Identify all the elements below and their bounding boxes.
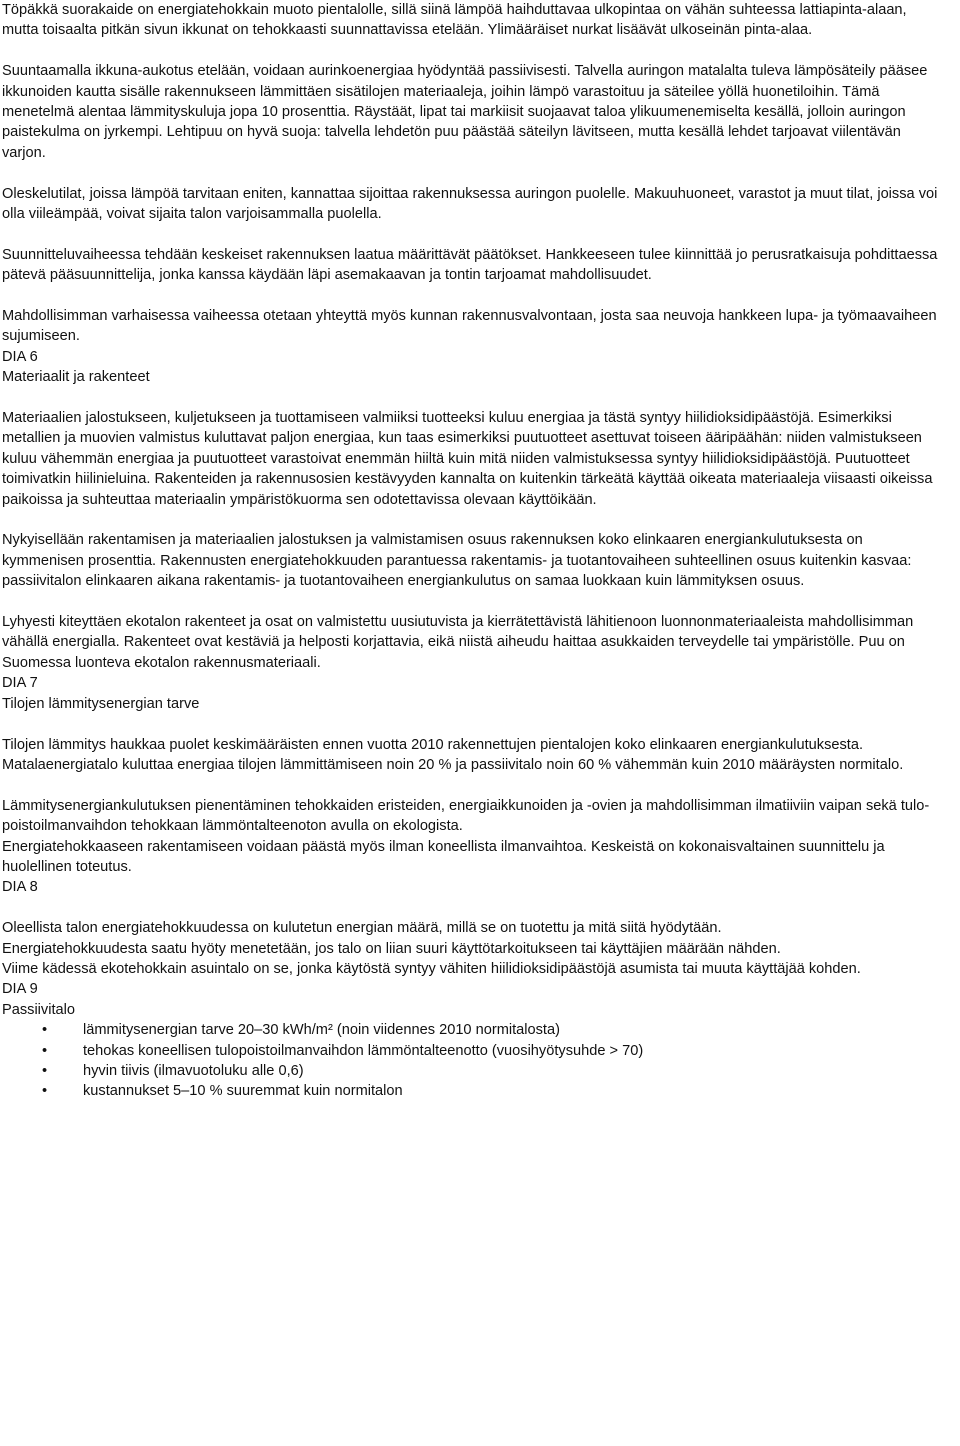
dia7-title: Tilojen lämmitysenergian tarve [2,695,200,712]
dia8-section [2,877,946,979]
dia7-paragraph-1: Tilojen lämmitys haukkaa puolet keskimääräisten ennen vuotta 2010 rakennettujen pientalojen koko elinkaaren energiankulutuksesta. Matalaenergiatalo kuluttaa energiaa tilojen lämmittämiseen noin 20 % ja passiivitalo noin 60 % vähemmän kuin 2010 määräysten normitalo. [2,736,904,773]
intro-paragraph-1: Töpäkkä suorakaide on energiatehokkain muoto pientalolle, sillä siinä lämpöä haihduttavaa ulkopintaa on vähän suhteessa lattiapinta-alaan, mutta toisaalta pitkän sivun ikkunat on tehokkaasti suunnattavissa etelään. Ylimääräiset nurkat lisäävät ulkoseinän pinta-alaa. [2,2,907,39]
list-item-text: kustannukset 5–10 % suuremmat kuin normitalon [83,1083,403,1100]
dia6-paragraph-3: Lyhyesti kiteyttäen ekotalon rakenteet ja osat on valmistettu uusiutuvista ja kierrätettävistä lähitienoon luonnonmateriaaleista mahdollisimman vähällä energialla. Rakenteet ovat kestäviä ja helposti korjattavia, eikä niistä aiheudu haittaa asukkaiden terveydelle tai ympäristölle. Puu on Suomessa luonteva ekotalon rakennusmateriaali. [2,614,914,671]
bullet-icon: • [42,1042,48,1059]
dia9-title: Passiivitalo [2,1001,75,1018]
intro-section [2,0,946,347]
dia8-paragraph-1c: Viime kädessä ekotehokkain asuintalo on se, jonka käytöstä syntyy vähiten hiilidioksidipäästöjä asumista tai muuta käyttäjää kohden. [2,960,861,977]
dia9-label: DIA 9 [2,981,38,998]
dia8-label: DIA 8 [2,879,38,896]
intro-paragraph-4: Suunnitteluvaiheessa tehdään keskeiset rakennuksen laatua määrittävät päätökset. Hankkeeseen tulee kiinnittää jo perusratkaisuja pohdittaessa pätevä pääsuunnittelija, jonka kanssa käydään läpi asemakaavan ja tontin tarjoamat mahdollisuudet. [2,246,938,284]
dia6-section [2,347,946,673]
list-item-text: lämmitysenergian tarve 20–30 kWh/m² (noin viidennes 2010 normitalosta) [83,1022,560,1039]
dia8-paragraph-1b: Energiatehokkuudesta saatu hyöty menetetään, jos talo on liian suuri käyttötarkoitukseen tai käyttäjien määrään nähden. [2,940,781,957]
intro-paragraph-5: Mahdollisimman varhaisessa vaiheessa otetaan yhteyttä myös kunnan rakennusvalvontaan, josta saa neuvoja hankkeen lupa- ja työmaavaiheen sujumiseen. [2,308,937,345]
dia7-paragraph-2b: Energiatehokkaaseen rakentamiseen voidaan päästä myös ilman koneellista ilmanvaihtoa. Keskeistä on kokonaisvaltainen suunnittelu ja huolellinen toteutus. [2,838,885,875]
list-item-text: hyvin tiivis (ilmavuotoluku alle 0,6) [83,1062,304,1079]
dia7-paragraph-2a: Lämmitysenergiankulutuksen pienentäminen tehokkaiden eristeiden, energiaikkunoiden ja -ovien ja mahdollisimman ilmatiiviin vaipan sekä tulo-poistoilmanvaihdon tehokkaan lämmöntalteenoton avulla on ekologista. [2,797,930,835]
dia9-section [2,979,946,1101]
intro-paragraph-2: Suuntaamalla ikkuna-aukotus etelään, voidaan aurinkoenergiaa hyödyntää passiivisesti. Talvella auringon matalalta tuleva lämpösäteily pääsee ikkunoiden kautta sisälle rakennukseen lämmittäen sisätilojen materiaaleja, joihin lämpö varastoituu ja säteilee yöllä huonetiloihin. Tämä menetelmä alentaa lämmityskuluja jopa 10 prosenttia. Räystäät, lipat tai markiisit suojaavat taloa ylikuumenemiselta kesällä, jolloin auringon paistekulma on jyrkempi. Lehtipuu on hyvä suoja: talvella lehdetön puu päästää säteilyn lävitseen, mutta kesällä lehdet tarjoavat viilentävän varjon. [2,63,928,161]
bullet-icon: • [42,1022,48,1039]
list-item [2,1081,946,1101]
dia6-paragraph-1: Materiaalien jalostukseen, kuljetukseen ja tuottamiseen valmiiksi tuotteeksi kuluu energiaa ja tästä syntyy hiilidioksidipäästöjä. Esimerkiksi metallien ja muovien valmistus kuluttavat paljon energiaa, kun taas esimerkiksi puutuotteet asettuvat toiseen ääripäähän: niiden valmistukseen kuluu vähemmän energiaa ja puutuotteet varastoivat enemmän hiiltä kuin mitä niiden valmistuksessa syntyy hiilidioksidipäästöjä. Puutuotteet toimivatkin hiilinieluina. Rakenteiden ja rakennusosien kestävyyden kannalta on kuitenkin tärkeätä käyttää oikeata materiaaleja viisaasti oikeissa paikoissa ja suhteuttaa materiaalin ympäristökuorma sen odotettavissa olevaan käyttöikään. [2,410,933,508]
list-item [2,1020,946,1040]
dia8-paragraph-1a: Oleellista talon energiatehokkuudessa on kulutetun energian määrä, millä se on tuotettu ja mitä siitä hyödytään. [2,920,722,937]
dia6-title: Materiaalit ja rakenteet [2,369,150,386]
intro-paragraph-3: Oleskelutilat, joissa lämpöä tarvitaan eniten, kannattaa sijoittaa rakennuksessa auringon puolelle. Makuuhuoneet, varastot ja muut tilat, joissa voi olla viileämpää, voivat sijaita talon varjoisammalla puolella. [2,185,938,223]
list-item [2,1041,946,1061]
dia9-bullet-list [2,1020,946,1102]
dia6-label: DIA 6 [2,348,38,365]
list-item-text: tehokas koneellisen tulopoistoilmanvaihdon lämmöntalteenotto (vuosihyötysuhde > 70) [83,1042,644,1059]
dia7-section [2,673,946,877]
list-item [2,1061,946,1081]
bullet-icon: • [42,1062,48,1079]
bullet-icon: • [42,1083,48,1100]
dia6-paragraph-2: Nykyisellään rakentamisen ja materiaalien jalostuksen ja valmistamisen osuus rakennuksen koko elinkaaren energiankulutuksesta on kymmenisen prosenttia. Rakennusten energiatehokkuuden parantuessa rakentamis- ja tuotantovaiheen suhteellinen osuus kuitenkin kasvaa: passiivitalon elinkaaren aikana rakentamis- ja tuotantovaiheen energiankulutus on samaa luokkaan kuin lämmityksen osuus. [2,532,912,590]
dia7-label: DIA 7 [2,675,38,692]
